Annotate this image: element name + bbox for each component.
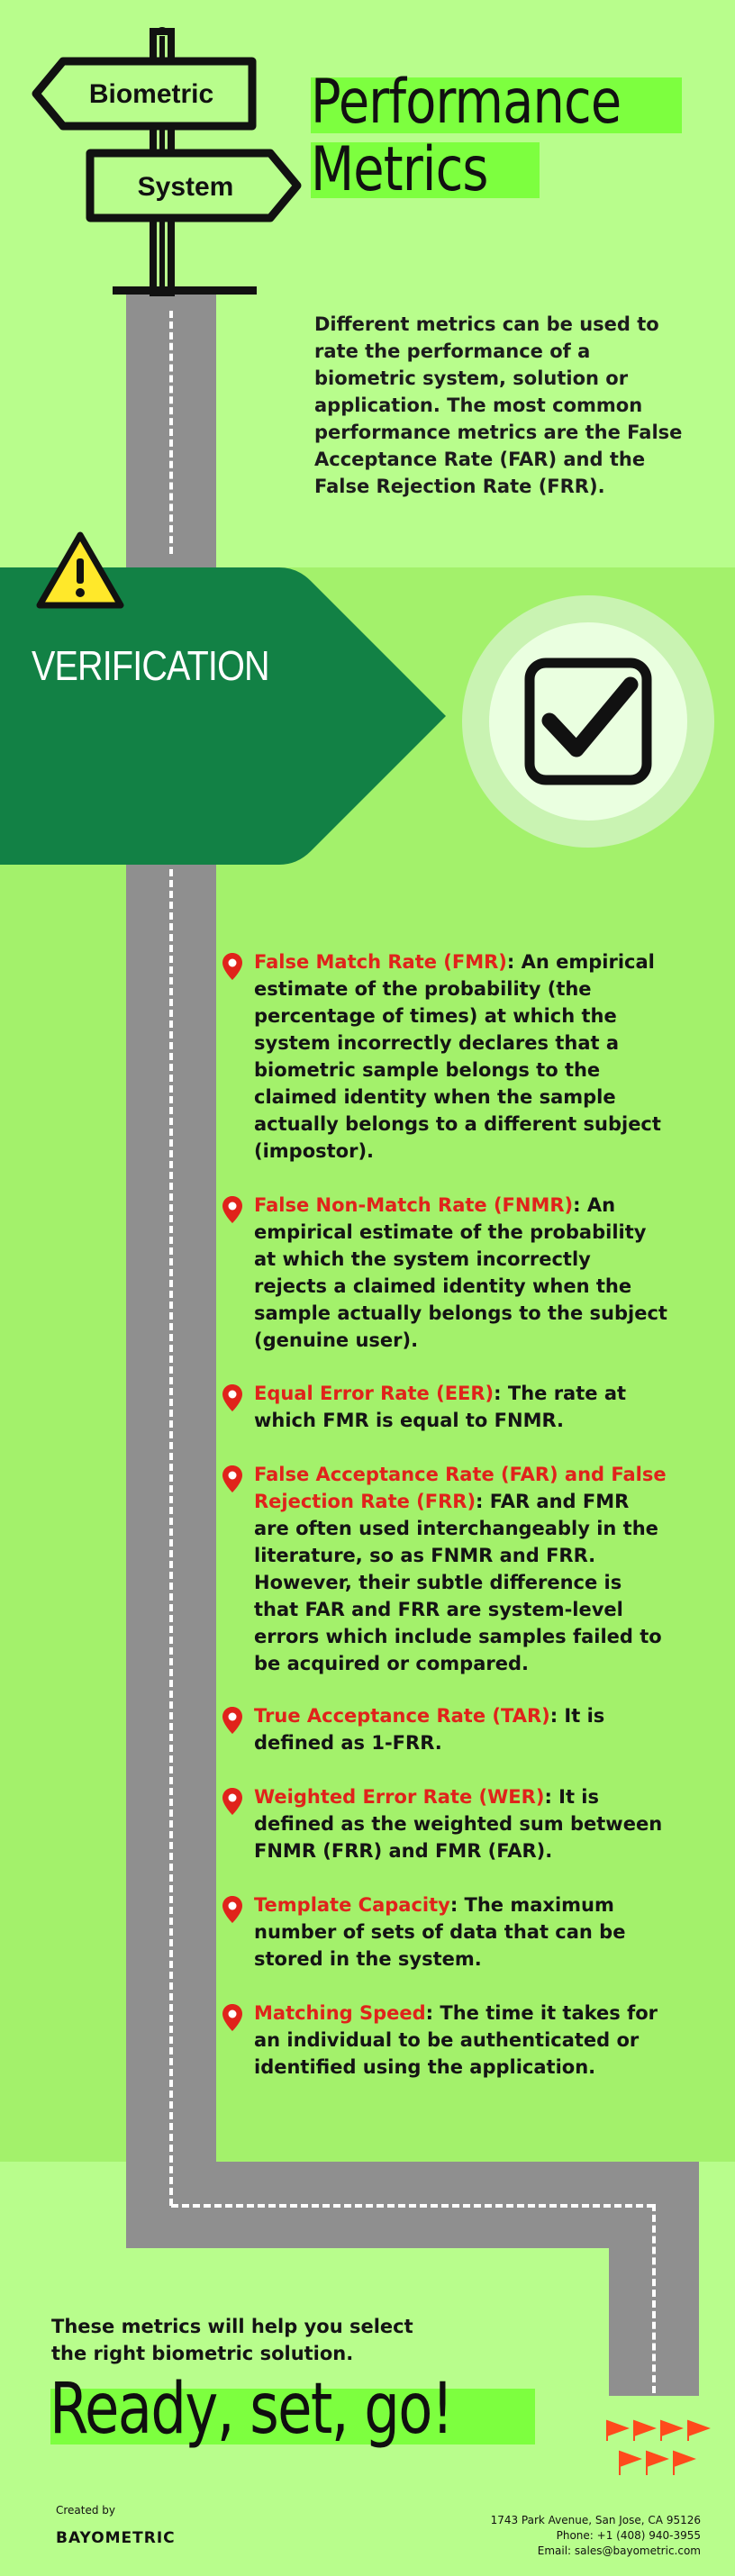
page-title-line2: Metrics xyxy=(311,134,488,205)
road-center-line xyxy=(169,311,173,554)
metric-term: False Acceptance Rate (FAR) and False Rejection Rate (FRR) xyxy=(254,1464,667,1512)
warning-icon xyxy=(34,530,126,611)
verification-banner xyxy=(0,567,450,865)
list-item xyxy=(254,2000,668,2081)
map-pin-icon xyxy=(222,2003,243,2032)
sign-bottom-label: System xyxy=(137,172,234,202)
metric-term: True Acceptance Rate (TAR) xyxy=(254,1705,550,1727)
map-pin-icon xyxy=(222,1787,243,1816)
intro-paragraph: Different metrics can be used to rate the performance of a biometric system, solution or application. The most common performance metrics are the False Acceptance Rate (FAR) and the False Rejection Rate (FRR). xyxy=(314,313,683,497)
contact-block xyxy=(387,2513,701,2559)
metric-term: Weighted Error Rate (WER) xyxy=(254,1786,545,1808)
metric-term: False Non-Match Rate (FNMR) xyxy=(254,1194,574,1216)
list-item xyxy=(254,1783,668,1864)
list-item xyxy=(254,1380,668,1434)
flag-icon xyxy=(603,2419,713,2479)
map-pin-icon xyxy=(222,1706,243,1735)
map-pin-icon xyxy=(222,1383,243,1412)
email: Email: sales@bayometric.com xyxy=(537,2544,701,2557)
checkbox-check-icon xyxy=(461,594,715,848)
metric-term: False Match Rate (FMR) xyxy=(254,951,507,973)
road-center-line xyxy=(169,869,173,2206)
metric-term: Equal Error Rate (EER) xyxy=(254,1383,495,1404)
metric-description: : The time it takes for an individual to be authenticated or identified using the application. xyxy=(254,2002,658,2078)
map-pin-icon xyxy=(222,952,243,981)
list-item xyxy=(254,1461,668,1677)
address: 1743 Park Avenue, San Jose, CA 95126 xyxy=(490,2514,701,2526)
metric-description: : The rate at which FMR is equal to FNMR. xyxy=(254,1383,627,1431)
metric-description: : An empirical estimate of the probability (the percentage of times) at which the system incorrectly declares that a biometric sample belongs to the claimed identity when the sample actually belongs to a different subject (impostor). xyxy=(254,951,661,1162)
closing-text: These metrics will help you select the right biometric solution. xyxy=(51,2316,413,2364)
sign-top-label: Biometric xyxy=(88,79,214,109)
road-center-line xyxy=(652,2204,656,2393)
map-pin-icon xyxy=(222,1195,243,1224)
created-by-label: Created by xyxy=(56,2504,116,2517)
page-title-line1: Performance xyxy=(311,67,622,138)
list-item xyxy=(254,1192,668,1354)
signpost-icon xyxy=(27,27,315,297)
metric-term: Template Capacity xyxy=(254,1894,450,1916)
metric-description: : It is defined as the weighted sum between FNMR (FRR) and FMR (FAR). xyxy=(254,1786,663,1862)
phone: Phone: +1 (408) 940-3955 xyxy=(556,2529,701,2542)
verification-label: VERIFICATION xyxy=(32,642,269,689)
metric-term: Matching Speed xyxy=(254,2002,426,2024)
cta-heading: Ready, set, go! xyxy=(50,2369,453,2450)
metric-description: : The maximum number of sets of data that can be stored in the system. xyxy=(254,1894,626,1970)
list-item xyxy=(254,1702,668,1756)
list-item xyxy=(254,1891,668,1973)
road-center-line xyxy=(171,2204,654,2208)
brand-logo: BAYOMETRIC xyxy=(56,2529,176,2547)
metric-description: : An empirical estimate of the probability at which the system incorrectly rejects a claimed identity when the sample actually belongs to the subject (genuine user). xyxy=(254,1194,667,1351)
metric-description: : FAR and FMR are often used interchangeably in the literature, so as FNMR and FRR. However, their subtle difference is that FAR and FRR are system-level errors which include samples failed to be acquired or compared. xyxy=(254,1491,662,1674)
list-item xyxy=(254,948,668,1165)
map-pin-icon xyxy=(222,1895,243,1924)
map-pin-icon xyxy=(222,1465,243,1493)
metric-description: : It is defined as 1-FRR. xyxy=(254,1705,605,1754)
